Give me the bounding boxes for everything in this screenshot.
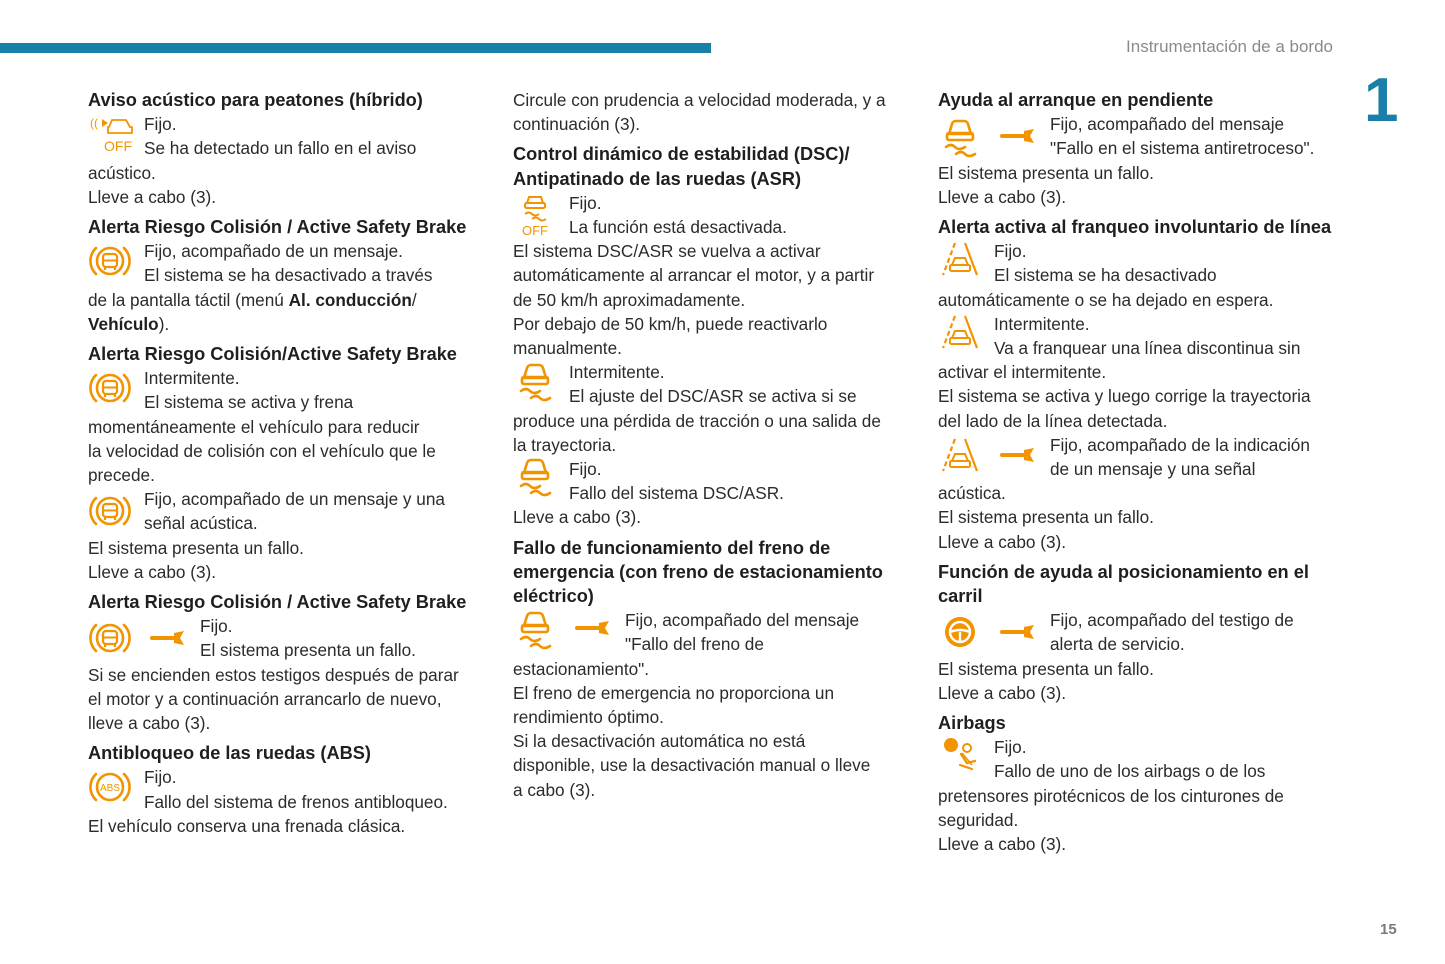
heading-collision-alert-2: Alerta Riesgo Colisión/Active Safety Brake xyxy=(88,344,457,365)
steering-wheel-icon xyxy=(938,610,982,654)
lane-departure-icon xyxy=(938,312,982,352)
svg-text:ABS: ABS xyxy=(99,783,121,795)
collision-alert-icon xyxy=(88,239,132,283)
collision-alert-icon xyxy=(88,489,132,533)
wrench-icon xyxy=(1000,447,1036,463)
svg-text:OFF: OFF xyxy=(522,222,548,237)
header-accent-bar xyxy=(0,43,711,53)
column-2: Circule con prudencia a velocidad moderada, y a continuación (3). Control dinámico de estabilidad (DSC)/ Antipatinado de las ruedas (ASR) OFF Fijo. La función está desactivada. El sistema DSC/ASR se vuelva a activar automáticamente al arrancar el motor, y a partir de 50 km/h aproximadamente. Por debajo de 50 km/h, puede reactivarlo manualmente. Intermitente. El ajuste del DSC/ASR se activa si se produce una pérdida de tracción o una salida de la trayectoria. Fijo. Fallo del sistema DSC/ASR. Lleve a cabo (3). Fallo de funcionamiento del freno de emergencia (con freno de estacionamiento eléctrico) Fijo, acompañado del mensaje "Fallo del freno de estacionamiento". El freno de emergencia no proporciona un rendimiento óptimo. Si la desactivación automática no está disponible, use la desactivación manual o lleve a cabo (3). xyxy=(513,88,918,802)
collision-alert-icon xyxy=(88,616,132,660)
dsc-off-icon xyxy=(513,193,557,237)
column-1: Aviso acústico para peatones (híbrido) (( OFF Fijo. Se ha detectado un fallo en el aviso acústico. Lleve a cabo (3). Alerta Riesgo Colisión / Active Safety Brake Fijo, acompañado de un mensaje. El sistema se ha desactivado a través de la pantalla táctil (menú Al. conducción/ Vehículo). Alerta Riesgo Colisión/Active Safety Brake Intermitente. El sistema se activa y frena momentáneamente el vehículo para reducir la velocidad de colisión con el vehículo que le precede. Fijo, acompañado de un mensaje y una señal acústica. El sistema presenta un fallo. Lleve a cabo (3). Alerta Riesgo Colisión / Active Safety Brake Fijo. El sistema presenta un fallo. Si se encienden estos testigos después de parar el motor y a continuación arrancarlo de nuevo, lleve a cabo (3). Antibloqueo de las ruedas (ABS) ABS Fijo. Fallo del sistema de frenos antibloqueo. El vehículo conserva una frenada clásica. xyxy=(88,88,488,838)
dsc-asr-icon xyxy=(513,453,557,497)
heading-collision-alert-1: Alerta Riesgo Colisión / Active Safety Brake xyxy=(88,217,467,238)
svg-text:OFF: OFF xyxy=(104,138,132,155)
heading-lane-departure: Alerta activa al franqueo involuntario de línea xyxy=(938,217,1332,238)
indicator-row: (( OFF Fijo. Se ha detectado un fallo en el aviso xyxy=(90,114,417,159)
heading-collision-alert-3: Alerta Riesgo Colisión / Active Safety Brake xyxy=(88,592,467,613)
column-3: Ayuda al arranque en pendiente Fijo, acompañado del mensaje "Fallo en el sistema antiretroceso". El sistema presenta un fallo. Lleve a cabo (3). Alerta activa al franqueo involuntario de línea Fijo. El sistema se ha desactivado automáticamente o se ha dejado en espera. Intermitente. Va a franquear una línea discontinua sin activar el intermitente. El sistema se activa y luego corrige la trayectoria del lado de la línea detectada. Fijo, acompañado de la indicación de un mensaje y una señal acústica. El sistema presenta un fallo. Lleve a cabo (3). Función de ayuda al posicionamiento en el carril Fijo, acompañado del testigo de alerta de servicio. El sistema presenta un fallo. Lleve a cabo (3). Airbags Fijo. Fallo de uno de los airbags o de los pretensores pirotécnicos de los cinturones de seguridad. Lleve a cabo (3). xyxy=(938,88,1343,856)
chapter-number: 1 xyxy=(1364,66,1399,135)
heading-emergency-brake: Fallo de funcionamiento del freno de emergencia (con freno de estacionamiento eléctrico) xyxy=(513,537,883,607)
lane-departure-icon xyxy=(938,435,982,475)
pedestrian-alert-off-icon xyxy=(88,114,136,154)
heading-pedestrian-alert: Aviso acústico para peatones (híbrido) xyxy=(88,90,423,110)
heading-hill-start: Ayuda al arranque en pendiente xyxy=(938,90,1214,110)
wrench-icon xyxy=(1000,128,1036,144)
wrench-icon xyxy=(1000,624,1036,640)
heading-dsc-asr: Control dinámico de estabilidad (DSC)/ Antipatinado de las ruedas (ASR) xyxy=(513,144,850,189)
section-title: Instrumentación de a bordo xyxy=(1126,37,1333,56)
lane-departure-icon xyxy=(938,239,982,279)
collision-alert-icon xyxy=(88,366,132,410)
page-number: 15 xyxy=(1380,921,1397,938)
heading-lane-positioning: Función de ayuda al posicionamiento en el carril xyxy=(938,561,1309,607)
dsc-asr-icon xyxy=(938,114,982,158)
dsc-asr-icon xyxy=(513,358,557,402)
svg-text:((: (( xyxy=(90,116,98,131)
airbag-icon xyxy=(938,735,982,775)
abs-icon xyxy=(88,765,132,809)
heading-abs: Antibloqueo de las ruedas (ABS) xyxy=(88,743,371,764)
heading-airbags: Airbags xyxy=(938,713,1006,734)
wrench-icon xyxy=(150,630,186,646)
dsc-asr-icon xyxy=(513,606,557,650)
wrench-icon xyxy=(575,620,611,636)
